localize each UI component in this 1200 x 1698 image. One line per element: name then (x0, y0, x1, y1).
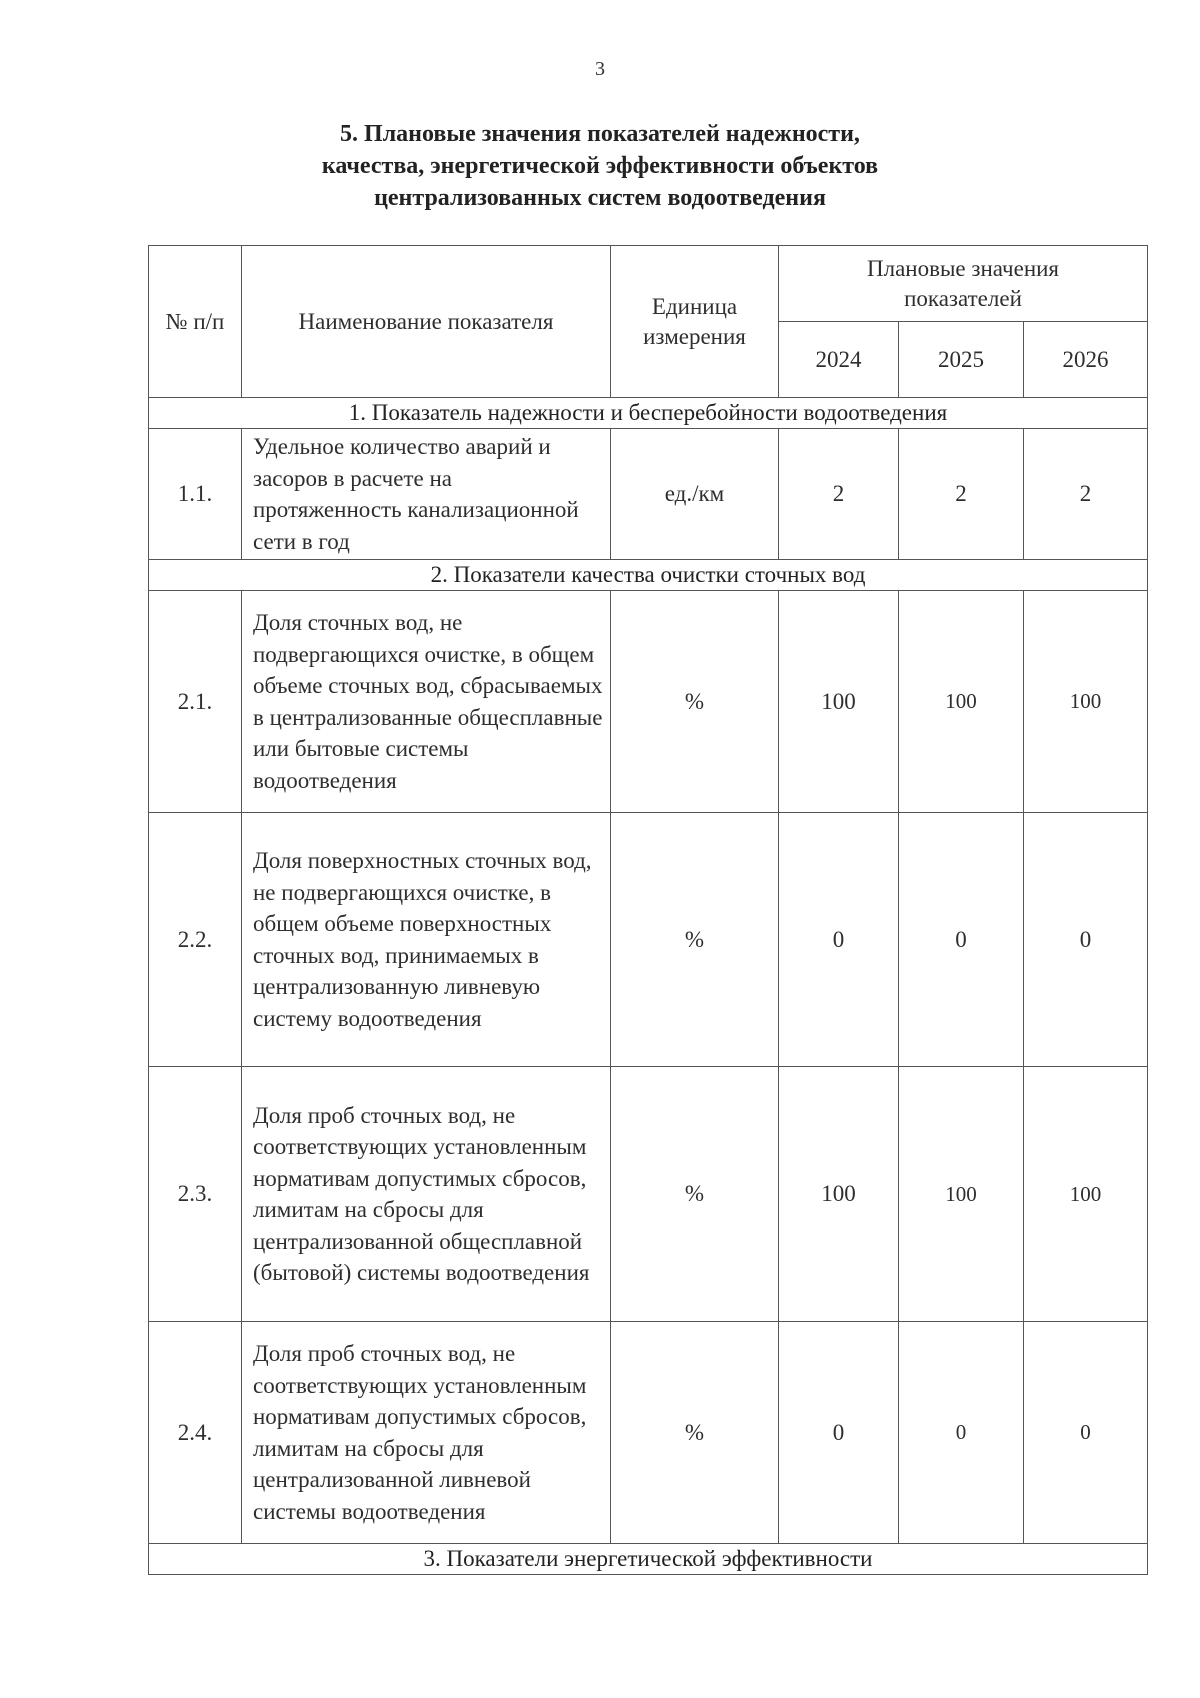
section-title-quality: 2. Показатели качества очистки сточных вод (149, 560, 1148, 591)
row-value-2024: 0 (779, 1322, 899, 1544)
row-value-2026: 100 (1024, 591, 1148, 813)
row-value-2026: 0 (1024, 1322, 1148, 1544)
section-title-energy: 3. Показатели энергетической эффективности (149, 1544, 1148, 1575)
header-num: № п/п (149, 246, 242, 398)
row-value-2026: 2 (1024, 429, 1148, 560)
row-value-2025: 0 (899, 1322, 1024, 1544)
header-year-2024: 2024 (779, 322, 899, 398)
row-num: 2.2. (149, 813, 242, 1067)
row-value-2024: 100 (779, 591, 899, 813)
row-unit: ед./км (611, 429, 779, 560)
row-name: Удельное количество аварий и засоров в расчете на протяженность канализационной сети в год (242, 429, 611, 560)
table-row (149, 591, 1148, 813)
title-line-2: качества, энергетической эффективности объектов (321, 153, 879, 179)
row-name: Доля проб сточных вод, не соответствующих установленным нормативам допустимых сбросов, лимитам на сбросы для централизованной общесплавной (бытовой) системы водоотведения (242, 1067, 611, 1322)
row-value-2025: 0 (899, 813, 1024, 1067)
header-unit-label: Единица измерения (643, 293, 746, 349)
row-unit: % (611, 1067, 779, 1322)
section-title-reliability: 1. Показатель надежности и бесперебойности водоотведения (149, 398, 1148, 429)
row-value-2024: 100 (779, 1067, 899, 1322)
page-number: 3 (595, 58, 605, 80)
table-row (149, 813, 1148, 1067)
header-unit (611, 246, 779, 398)
title-line-3: централизованных систем водоотведения (374, 185, 826, 211)
header-planned (779, 246, 1148, 322)
row-value-2026: 0 (1024, 813, 1148, 1067)
document-title (0, 118, 1200, 214)
row-num: 1.1. (149, 429, 242, 560)
header-planned-label: Плановые значения показателей (866, 255, 1060, 311)
row-name: Доля поверхностных сточных вод, не подвергающихся очистке, в общем объеме поверхностных сточных вод, принимаемых в централизованную ливневую систему водоотведения (242, 813, 611, 1067)
table-row (149, 429, 1148, 560)
header-year-2026: 2026 (1024, 322, 1148, 398)
table-row (149, 1322, 1148, 1544)
title-line-1: 5. Плановые значения показателей надежности, (340, 121, 860, 147)
row-value-2026: 100 (1024, 1067, 1148, 1322)
row-unit: % (611, 813, 779, 1067)
row-num: 2.3. (149, 1067, 242, 1322)
row-value-2025: 2 (899, 429, 1024, 560)
table-row (149, 1067, 1148, 1322)
row-value-2024: 2 (779, 429, 899, 560)
row-unit: % (611, 591, 779, 813)
indicators-table (148, 245, 1148, 1575)
header-name: Наименование показателя (242, 246, 611, 398)
header-year-2025: 2025 (899, 322, 1024, 398)
row-name: Доля сточных вод, не подвергающихся очистке, в общем объеме сточных вод, сбрасываемых в централизованные общесплавные или бытовые системы водоотведения (242, 591, 611, 813)
row-num: 2.1. (149, 591, 242, 813)
row-num: 2.4. (149, 1322, 242, 1544)
row-value-2025: 100 (899, 1067, 1024, 1322)
row-name: Доля проб сточных вод, не соответствующих установленным нормативам допустимых сбросов, лимитам на сбросы для централизованной ливневой системы водоотведения (242, 1322, 611, 1544)
row-value-2024: 0 (779, 813, 899, 1067)
row-value-2025: 100 (899, 591, 1024, 813)
row-unit: % (611, 1322, 779, 1544)
